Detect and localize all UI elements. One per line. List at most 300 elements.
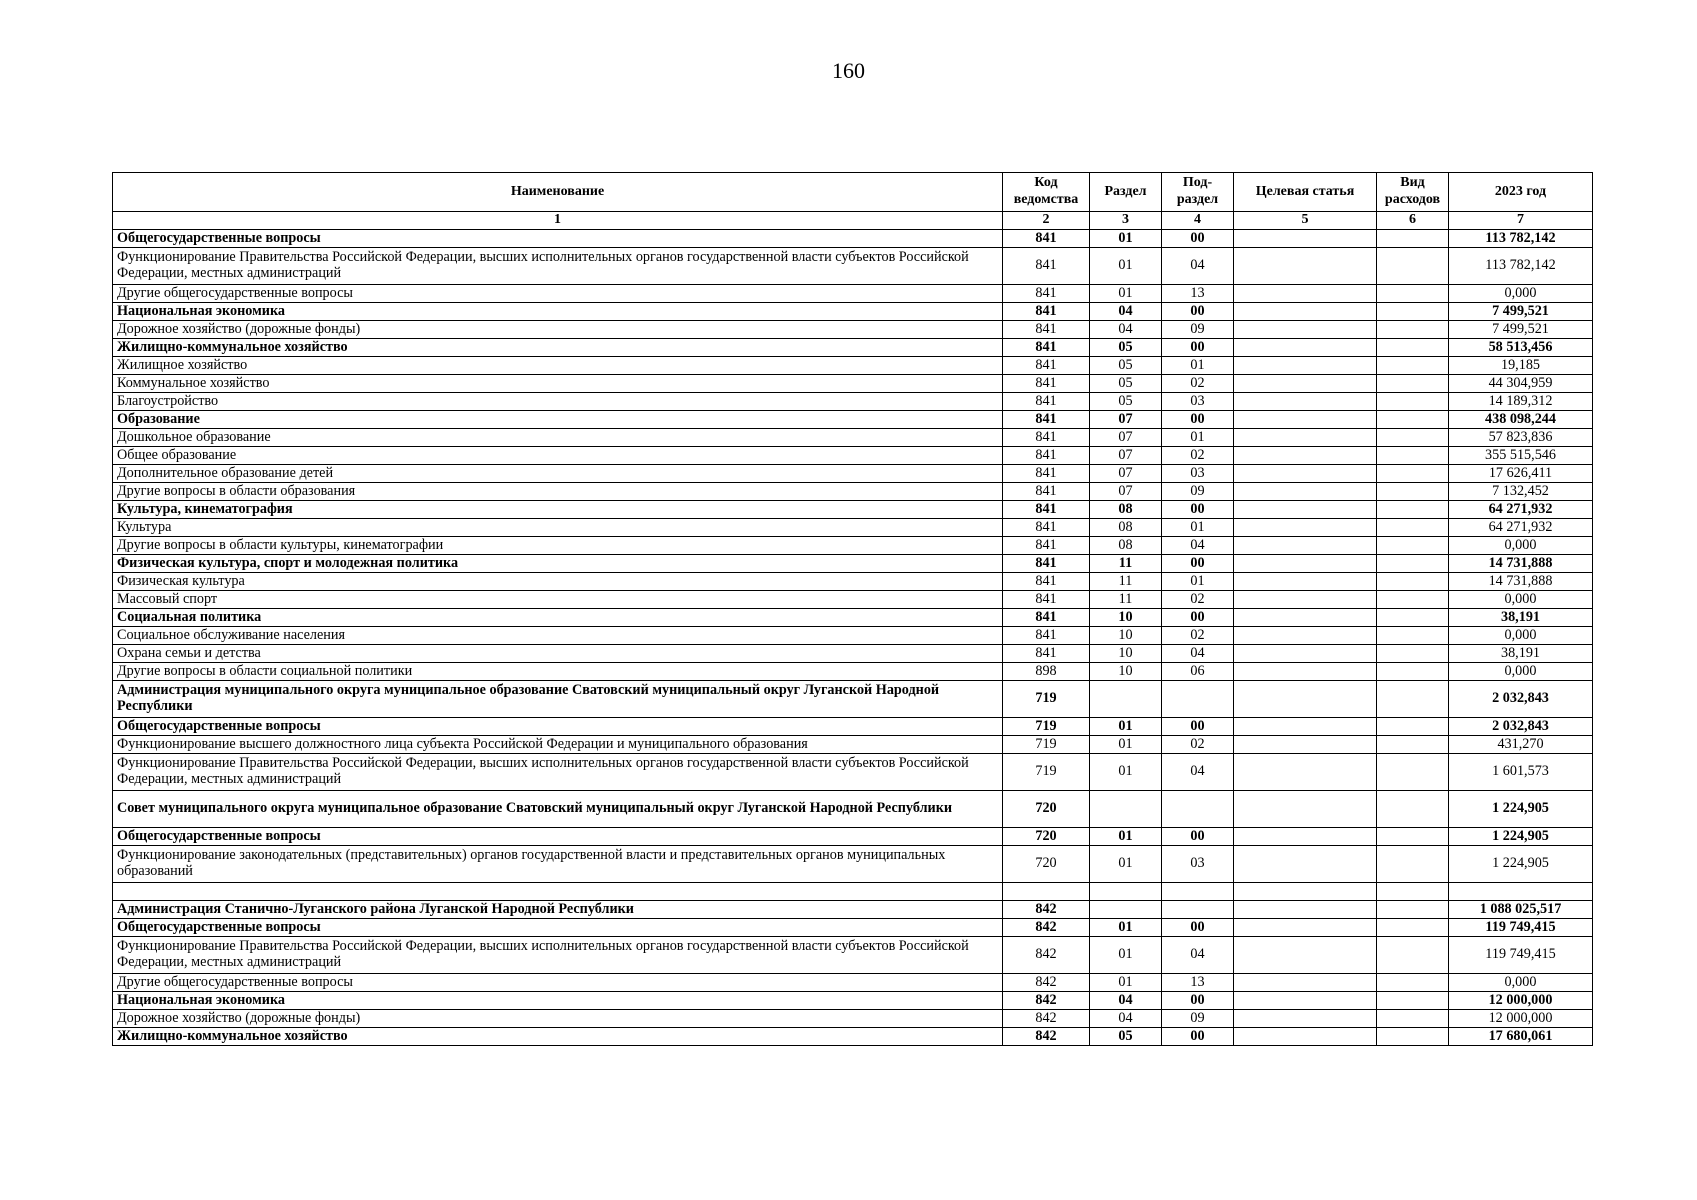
row-name: Социальное обслуживание населения [113,627,1003,645]
table-row [113,447,1593,465]
row-podrazdel [1162,883,1234,901]
row-amount: 0,000 [1449,974,1593,992]
row-kod: 841 [1003,393,1090,411]
row-vid [1377,555,1449,573]
column-number: 4 [1162,212,1234,230]
row-podrazdel: 13 [1162,974,1234,992]
row-name: Администрация Станично-Луганского района Луганской Народной Республики [113,901,1003,919]
row-kod: 842 [1003,1028,1090,1046]
row-name: Жилищно-коммунальное хозяйство [113,339,1003,357]
row-statya [1234,846,1377,883]
row-kod: 720 [1003,791,1090,828]
row-name: Совет муниципального округа муниципальное образование Сватовский муниципальный округ Луганской Народной Республики [113,791,1003,828]
row-podrazdel: 00 [1162,992,1234,1010]
row-name: Функционирование Правительства Российской Федерации, высших исполнительных органов государственной власти субъектов Российской Федерации, местных администраций [113,248,1003,285]
row-amount: 0,000 [1449,627,1593,645]
row-amount: 113 782,142 [1449,248,1593,285]
row-razdel: 08 [1090,519,1162,537]
row-kod: 841 [1003,429,1090,447]
row-name: Другие общегосударственные вопросы [113,285,1003,303]
row-podrazdel: 04 [1162,537,1234,555]
row-vid [1377,303,1449,321]
row-amount: 113 782,142 [1449,230,1593,248]
row-name: Образование [113,411,1003,429]
table-row [113,974,1593,992]
row-statya [1234,1010,1377,1028]
row-podrazdel: 02 [1162,375,1234,393]
row-podrazdel: 06 [1162,663,1234,681]
row-statya [1234,791,1377,828]
row-statya [1234,230,1377,248]
row-razdel: 05 [1090,357,1162,375]
table-row [113,663,1593,681]
row-vid [1377,573,1449,591]
row-razdel: 01 [1090,919,1162,937]
header-name: Наименование [113,173,1003,212]
row-statya [1234,627,1377,645]
row-vid [1377,645,1449,663]
header-podrazdel: Под-раздел [1162,173,1234,212]
row-vid [1377,465,1449,483]
row-vid [1377,321,1449,339]
row-kod: 842 [1003,992,1090,1010]
row-name: Другие вопросы в области культуры, кинематографии [113,537,1003,555]
row-statya [1234,429,1377,447]
row-podrazdel [1162,901,1234,919]
row-amount: 1 224,905 [1449,791,1593,828]
row-kod: 842 [1003,974,1090,992]
row-vid [1377,627,1449,645]
row-name: Охрана семьи и детства [113,645,1003,663]
row-razdel [1090,901,1162,919]
row-name: Социальная политика [113,609,1003,627]
row-name: Культура [113,519,1003,537]
row-razdel: 11 [1090,555,1162,573]
table-row [113,736,1593,754]
row-kod: 841 [1003,375,1090,393]
row-name: Дорожное хозяйство (дорожные фонды) [113,321,1003,339]
row-vid [1377,846,1449,883]
row-vid [1377,429,1449,447]
row-kod: 841 [1003,537,1090,555]
row-podrazdel: 00 [1162,303,1234,321]
row-amount: 58 513,456 [1449,339,1593,357]
row-amount: 38,191 [1449,645,1593,663]
table-row [113,465,1593,483]
table-row [113,791,1593,828]
row-statya [1234,591,1377,609]
row-kod: 841 [1003,465,1090,483]
row-name: Другие общегосударственные вопросы [113,974,1003,992]
row-vid [1377,357,1449,375]
row-amount: 0,000 [1449,591,1593,609]
row-razdel: 04 [1090,1010,1162,1028]
row-kod: 842 [1003,937,1090,974]
row-name: Другие вопросы в области социальной политики [113,663,1003,681]
row-name: Физическая культура [113,573,1003,591]
row-razdel: 05 [1090,339,1162,357]
column-number-row [113,212,1593,230]
row-amount [1449,883,1593,901]
row-statya [1234,609,1377,627]
row-razdel: 01 [1090,230,1162,248]
row-podrazdel: 03 [1162,393,1234,411]
row-podrazdel: 03 [1162,465,1234,483]
row-amount: 44 304,959 [1449,375,1593,393]
row-statya [1234,974,1377,992]
row-statya [1234,537,1377,555]
row-razdel: 05 [1090,375,1162,393]
row-name: Общегосударственные вопросы [113,718,1003,736]
row-kod: 720 [1003,846,1090,883]
row-amount: 12 000,000 [1449,992,1593,1010]
row-name: Дополнительное образование детей [113,465,1003,483]
row-statya [1234,573,1377,591]
row-vid [1377,339,1449,357]
table-row [113,681,1593,718]
row-podrazdel: 00 [1162,1028,1234,1046]
row-statya [1234,681,1377,718]
row-amount: 64 271,932 [1449,519,1593,537]
header-kod: Код ведомства [1003,173,1090,212]
row-vid [1377,974,1449,992]
row-vid [1377,519,1449,537]
row-podrazdel [1162,791,1234,828]
table-row [113,573,1593,591]
row-podrazdel: 09 [1162,1010,1234,1028]
row-podrazdel: 01 [1162,573,1234,591]
row-statya [1234,754,1377,791]
row-amount: 1 601,573 [1449,754,1593,791]
row-kod: 841 [1003,411,1090,429]
row-amount: 2 032,843 [1449,718,1593,736]
row-razdel: 01 [1090,846,1162,883]
row-amount: 14 189,312 [1449,393,1593,411]
row-kod: 719 [1003,736,1090,754]
row-amount: 119 749,415 [1449,919,1593,937]
row-razdel: 04 [1090,303,1162,321]
table-row [113,285,1593,303]
row-razdel: 05 [1090,1028,1162,1046]
row-vid [1377,754,1449,791]
row-podrazdel: 02 [1162,591,1234,609]
table-row [113,555,1593,573]
row-razdel: 01 [1090,974,1162,992]
row-statya [1234,1028,1377,1046]
row-kod: 841 [1003,501,1090,519]
row-vid [1377,883,1449,901]
table-row [113,609,1593,627]
row-amount: 119 749,415 [1449,937,1593,974]
row-name: Общегосударственные вопросы [113,230,1003,248]
row-vid [1377,1028,1449,1046]
column-number: 3 [1090,212,1162,230]
table-row [113,883,1593,901]
row-razdel [1090,883,1162,901]
table-row [113,393,1593,411]
row-kod: 841 [1003,627,1090,645]
row-razdel: 04 [1090,992,1162,1010]
row-statya [1234,883,1377,901]
table-row [113,375,1593,393]
table-row [113,901,1593,919]
row-statya [1234,937,1377,974]
row-vid [1377,285,1449,303]
table-row [113,1028,1593,1046]
row-kod: 841 [1003,645,1090,663]
row-statya [1234,321,1377,339]
row-podrazdel [1162,681,1234,718]
row-podrazdel: 00 [1162,718,1234,736]
row-podrazdel: 00 [1162,919,1234,937]
row-amount: 2 032,843 [1449,681,1593,718]
table-row [113,339,1593,357]
row-razdel: 07 [1090,483,1162,501]
row-razdel: 07 [1090,411,1162,429]
row-vid [1377,663,1449,681]
table-row [113,230,1593,248]
row-name: Общее образование [113,447,1003,465]
row-podrazdel: 04 [1162,937,1234,974]
table-row [113,1010,1593,1028]
row-amount: 7 499,521 [1449,303,1593,321]
row-razdel: 10 [1090,645,1162,663]
row-kod: 841 [1003,230,1090,248]
table-row [113,248,1593,285]
row-podrazdel: 00 [1162,501,1234,519]
row-podrazdel: 00 [1162,411,1234,429]
row-kod: 841 [1003,591,1090,609]
row-vid [1377,992,1449,1010]
table-row [113,303,1593,321]
page-number: 160 [832,58,865,83]
row-podrazdel: 00 [1162,230,1234,248]
row-podrazdel: 04 [1162,754,1234,791]
row-amount: 1 224,905 [1449,846,1593,883]
row-vid [1377,736,1449,754]
row-kod: 842 [1003,1010,1090,1028]
row-amount: 1 088 025,517 [1449,901,1593,919]
row-amount: 438 098,244 [1449,411,1593,429]
row-statya [1234,919,1377,937]
row-razdel: 07 [1090,429,1162,447]
row-vid [1377,791,1449,828]
row-amount: 7 499,521 [1449,321,1593,339]
row-statya [1234,248,1377,285]
row-kod: 720 [1003,828,1090,846]
row-kod: 841 [1003,447,1090,465]
row-kod: 841 [1003,321,1090,339]
row-podrazdel: 13 [1162,285,1234,303]
row-name: Администрация муниципального округа муниципальное образование Сватовский муниципальный округ Луганской Народной Республики [113,681,1003,718]
row-name: Функционирование Правительства Российской Федерации, высших исполнительных органов государственной власти субъектов Российской Федерации, местных администраций [113,754,1003,791]
row-vid [1377,718,1449,736]
table-row [113,357,1593,375]
row-name: Жилищно-коммунальное хозяйство [113,1028,1003,1046]
row-name: Дошкольное образование [113,429,1003,447]
row-name [113,883,1003,901]
row-name: Физическая культура, спорт и молодежная политика [113,555,1003,573]
table-row [113,754,1593,791]
row-podrazdel: 02 [1162,627,1234,645]
table-row [113,828,1593,846]
table-row [113,429,1593,447]
header-row [113,173,1593,212]
row-podrazdel: 03 [1162,846,1234,883]
row-podrazdel: 04 [1162,645,1234,663]
row-razdel: 01 [1090,285,1162,303]
row-amount: 14 731,888 [1449,555,1593,573]
row-vid [1377,483,1449,501]
row-podrazdel: 00 [1162,339,1234,357]
row-name: Общегосударственные вопросы [113,919,1003,937]
row-vid [1377,248,1449,285]
row-kod: 841 [1003,303,1090,321]
table-row [113,627,1593,645]
table-row [113,645,1593,663]
row-vid [1377,609,1449,627]
row-statya [1234,901,1377,919]
row-podrazdel: 01 [1162,357,1234,375]
row-podrazdel: 02 [1162,447,1234,465]
row-vid [1377,1010,1449,1028]
row-vid [1377,230,1449,248]
row-name: Дорожное хозяйство (дорожные фонды) [113,1010,1003,1028]
column-number: 2 [1003,212,1090,230]
row-razdel: 01 [1090,736,1162,754]
row-name: Культура, кинематография [113,501,1003,519]
row-kod: 842 [1003,901,1090,919]
row-vid [1377,501,1449,519]
row-kod: 841 [1003,555,1090,573]
row-statya [1234,303,1377,321]
row-amount: 38,191 [1449,609,1593,627]
row-kod: 842 [1003,919,1090,937]
table-row [113,501,1593,519]
row-razdel: 10 [1090,627,1162,645]
row-statya [1234,519,1377,537]
row-name: Другие вопросы в области образования [113,483,1003,501]
row-razdel: 11 [1090,591,1162,609]
row-amount: 7 132,452 [1449,483,1593,501]
row-amount: 0,000 [1449,285,1593,303]
row-amount: 0,000 [1449,537,1593,555]
header-vid: Вид расходов [1377,173,1449,212]
row-kod: 841 [1003,285,1090,303]
table-row [113,591,1593,609]
row-statya [1234,828,1377,846]
row-podrazdel: 04 [1162,248,1234,285]
row-statya [1234,339,1377,357]
row-razdel: 10 [1090,663,1162,681]
column-number: 1 [113,212,1003,230]
row-amount: 57 823,836 [1449,429,1593,447]
row-razdel: 07 [1090,447,1162,465]
row-vid [1377,447,1449,465]
row-vid [1377,828,1449,846]
row-statya [1234,375,1377,393]
row-vid [1377,411,1449,429]
row-razdel: 01 [1090,937,1162,974]
row-statya [1234,411,1377,429]
row-amount: 19,185 [1449,357,1593,375]
row-amount: 64 271,932 [1449,501,1593,519]
row-amount: 17 626,411 [1449,465,1593,483]
row-vid [1377,901,1449,919]
row-kod: 841 [1003,609,1090,627]
row-amount: 355 515,546 [1449,447,1593,465]
row-vid [1377,537,1449,555]
row-statya [1234,992,1377,1010]
row-statya [1234,555,1377,573]
row-name: Функционирование законодательных (представительных) органов государственной власти и представительных органов муниципальных образований [113,846,1003,883]
row-vid [1377,681,1449,718]
row-statya [1234,447,1377,465]
row-kod: 898 [1003,663,1090,681]
row-kod: 719 [1003,754,1090,791]
row-statya [1234,501,1377,519]
row-amount: 17 680,061 [1449,1028,1593,1046]
row-vid [1377,393,1449,411]
row-name: Общегосударственные вопросы [113,828,1003,846]
row-statya [1234,393,1377,411]
row-razdel: 08 [1090,501,1162,519]
row-name: Благоустройство [113,393,1003,411]
row-razdel: 01 [1090,248,1162,285]
row-podrazdel: 01 [1162,429,1234,447]
row-name: Национальная экономика [113,303,1003,321]
row-vid [1377,937,1449,974]
row-name: Функционирование Правительства Российской Федерации, высших исполнительных органов государственной власти субъектов Российской Федерации, местных администраций [113,937,1003,974]
row-podrazdel: 00 [1162,555,1234,573]
table-body [113,230,1593,1046]
row-kod: 841 [1003,357,1090,375]
row-name: Функционирование высшего должностного лица субъекта Российской Федерации и муниципального образования [113,736,1003,754]
row-podrazdel: 09 [1162,321,1234,339]
row-statya [1234,736,1377,754]
row-razdel [1090,681,1162,718]
row-kod: 841 [1003,248,1090,285]
row-vid [1377,375,1449,393]
row-name: Массовый спорт [113,591,1003,609]
row-razdel: 11 [1090,573,1162,591]
row-amount: 14 731,888 [1449,573,1593,591]
row-vid [1377,919,1449,937]
table-row [113,537,1593,555]
table-row [113,321,1593,339]
row-razdel: 05 [1090,393,1162,411]
budget-table [112,172,1593,1046]
row-podrazdel: 02 [1162,736,1234,754]
table-row [113,846,1593,883]
row-amount: 1 224,905 [1449,828,1593,846]
row-podrazdel: 01 [1162,519,1234,537]
table-row [113,483,1593,501]
row-statya [1234,483,1377,501]
column-number: 6 [1377,212,1449,230]
row-statya [1234,465,1377,483]
row-podrazdel: 00 [1162,828,1234,846]
column-number: 5 [1234,212,1377,230]
row-amount: 12 000,000 [1449,1010,1593,1028]
row-podrazdel: 09 [1162,483,1234,501]
row-razdel: 08 [1090,537,1162,555]
row-statya [1234,285,1377,303]
row-kod: 841 [1003,339,1090,357]
row-statya [1234,718,1377,736]
row-vid [1377,591,1449,609]
row-razdel: 07 [1090,465,1162,483]
